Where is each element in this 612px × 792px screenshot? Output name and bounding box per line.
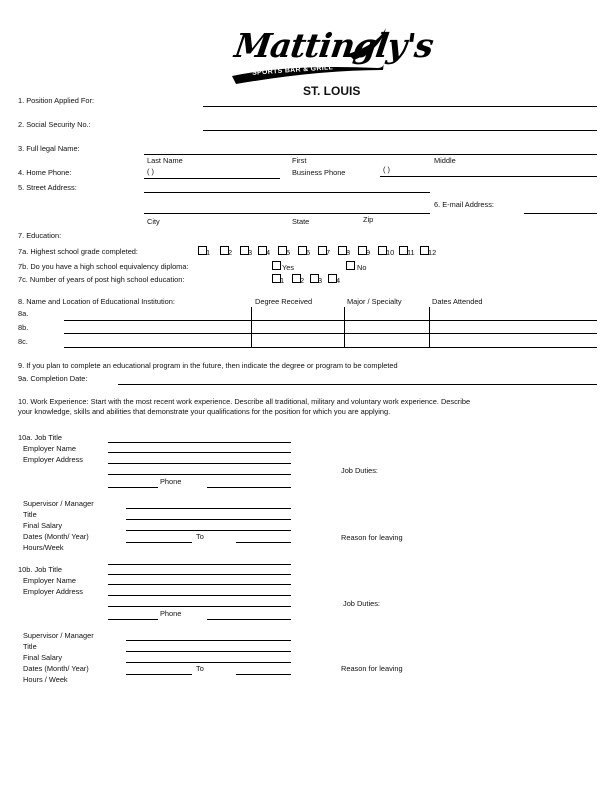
q8c-label: 8c. (18, 337, 28, 346)
edu-divider-3 (429, 307, 430, 348)
job-b-title-label: 10b. Job Title (18, 565, 62, 574)
position-field[interactable] (203, 106, 597, 107)
grade-6-label: 6 (306, 248, 311, 257)
first-name-label: First (292, 156, 307, 165)
job-b-title2-field[interactable] (126, 651, 291, 652)
job-b-salary-field[interactable] (126, 662, 291, 663)
job-a-address-line3[interactable] (108, 487, 158, 488)
job-a-title-field[interactable] (108, 442, 291, 443)
job-a-supervisor-field[interactable] (126, 508, 291, 509)
grade-1-label: 1 (206, 248, 211, 257)
job-a-phone-label: Phone (160, 477, 182, 486)
edu-row-c[interactable] (64, 347, 597, 348)
edu-divider-1 (251, 307, 252, 348)
job-b-supervisor-field[interactable] (126, 640, 291, 641)
job-a-salary-label: Final Salary (23, 521, 63, 530)
diploma-no-checkbox[interactable] (346, 261, 355, 270)
logo-brand-text: Mattingly's (232, 26, 436, 65)
q10-text-1: 10. Work Experience: Start with the most recent work experience. Describe all traditional, military and voluntary work experience. Describe (18, 397, 471, 406)
job-b-address-line2[interactable] (108, 606, 291, 607)
job-b-to-label: To (196, 664, 204, 673)
logo-tagline: SPORTS BAR & GRILL (251, 64, 334, 77)
job-a-employer-address-label: Employer Address (23, 455, 83, 464)
job-a-date-from-field[interactable] (126, 542, 192, 543)
job-b-dates-label: Dates (Month/ Year) (23, 664, 89, 673)
years-1-label: 1 (280, 276, 285, 285)
grade-10-label: 10 (386, 248, 395, 257)
diploma-yes-label: Yes (282, 263, 295, 272)
q7b-label: 7b. Do you have a high school equivalency diploma: (18, 262, 189, 271)
grade-8-label: 8 (346, 248, 351, 257)
last-name-label: Last Name (147, 156, 183, 165)
completion-date-field[interactable] (118, 384, 597, 385)
grade-4-label: 4 (266, 248, 271, 257)
years-3-label: 3 (318, 276, 323, 285)
street-address-line2[interactable] (144, 213, 430, 214)
middle-name-label: Middle (434, 156, 456, 165)
q1-label: 1. Position Applied For: (18, 96, 95, 105)
job-b-title-field[interactable] (108, 564, 291, 565)
grade-9-label: 9 (366, 248, 371, 257)
job-b-phone-label: Phone (160, 609, 182, 618)
major-col-header: Major / Specialty (347, 297, 402, 306)
q7a-label: 7a. Highest school grade completed: (18, 247, 138, 256)
business-phone-area: ( ) (383, 165, 390, 174)
edu-divider-2 (344, 307, 345, 348)
job-b-supervisor-label: Supervisor / Manager (23, 631, 94, 640)
years-4-label: 4 (336, 276, 341, 285)
job-b-date-from-field[interactable] (126, 674, 192, 675)
job-a-title2-label: Title (23, 510, 37, 519)
job-a-hours-label: Hours/Week (23, 543, 64, 552)
ssn-field[interactable] (203, 130, 597, 131)
q9a-label: 9a. Completion Date: (18, 374, 88, 383)
job-b-phone-field-left[interactable] (108, 619, 158, 620)
city-label: City (147, 217, 160, 226)
job-a-address-line2[interactable] (108, 474, 291, 475)
job-a-salary-field[interactable] (126, 530, 291, 531)
q6-label: 6. E-mail Address: (434, 200, 494, 209)
grade-12-label: 12 (428, 248, 437, 257)
job-a-duties-label: Job Duties: (341, 466, 378, 475)
job-a-phone-field[interactable] (207, 487, 291, 488)
job-a-reason-label: Reason for leaving (341, 533, 403, 542)
q3-label: 3. Full legal Name: (18, 144, 80, 153)
home-phone-area: ( ) (147, 167, 154, 176)
job-b-employer-address-label: Employer Address (23, 587, 83, 596)
edu-row-b[interactable] (64, 333, 597, 334)
degree-col-header: Degree Received (255, 297, 313, 306)
job-b-salary-label: Final Salary (23, 653, 63, 662)
q10-text-2: your knowledge, skills and abilities that demonstrate your qualifications for the position for which you are applying. (18, 407, 391, 416)
job-b-employer-name-label: Employer Name (23, 576, 76, 585)
job-a-dates-label: Dates (Month/ Year) (23, 532, 89, 541)
grade-3-label: 3 (248, 248, 253, 257)
business-phone-label: Business Phone (292, 168, 346, 177)
grade-11-label: 11 (407, 248, 415, 257)
job-a-title2-field[interactable] (126, 519, 291, 520)
job-b-duties-label: Job Duties: (343, 599, 380, 608)
q4-label: 4. Home Phone: (18, 168, 72, 177)
home-phone-field[interactable] (144, 178, 280, 179)
q8a-label: 8a. (18, 309, 29, 318)
email-field[interactable] (524, 213, 597, 214)
edu-row-a[interactable] (64, 320, 597, 321)
job-b-phone-field[interactable] (207, 619, 291, 620)
job-b-employer-name-field[interactable] (108, 584, 291, 585)
state-label: State (292, 217, 310, 226)
grade-5-label: 5 (286, 248, 291, 257)
job-a-employer-name-field[interactable] (108, 452, 291, 453)
street-address-field[interactable] (144, 192, 430, 193)
job-b-reason-label: Reason for leaving (341, 664, 403, 673)
years-2-label: 2 (300, 276, 305, 285)
q5-label: 5. Street Address: (18, 183, 77, 192)
job-a-date-to-field[interactable] (236, 542, 291, 543)
full-name-field[interactable] (144, 154, 597, 155)
job-b-hours-label: Hours / Week (23, 675, 68, 684)
job-b-employer-address-field[interactable] (108, 595, 291, 596)
grade-7-label: 7 (326, 248, 331, 257)
business-phone-field[interactable] (380, 176, 597, 177)
job-a-to-label: To (196, 532, 204, 541)
diploma-no-label: No (357, 263, 367, 272)
q7c-label: 7c. Number of years of post high school education: (18, 275, 185, 284)
job-a-supervisor-label: Supervisor / Manager (23, 499, 94, 508)
q8-label: 8. Name and Location of Educational Institution: (18, 297, 175, 306)
grade-2-label: 2 (228, 248, 233, 257)
dates-col-header: Dates Attended (432, 297, 483, 306)
job-b-title2-label: Title (23, 642, 37, 651)
q9-label: 9. If you plan to complete an educational program in the future, then indicate the degree or program to be completed (18, 361, 398, 370)
zip-label: Zip (363, 215, 374, 224)
diploma-yes-checkbox[interactable] (272, 261, 281, 270)
q2-label: 2. Social Security No.: (18, 120, 91, 129)
job-b-title-line2[interactable] (108, 574, 291, 575)
logo-city: ST. LOUIS (303, 84, 361, 98)
q7-label: 7. Education: (18, 231, 62, 240)
job-b-date-to-field[interactable] (236, 674, 291, 675)
job-a-title-label: 10a. Job Title (18, 433, 62, 442)
job-a-employer-name-label: Employer Name (23, 444, 76, 453)
q8b-label: 8b. (18, 323, 29, 332)
job-a-employer-address-field[interactable] (108, 463, 291, 464)
